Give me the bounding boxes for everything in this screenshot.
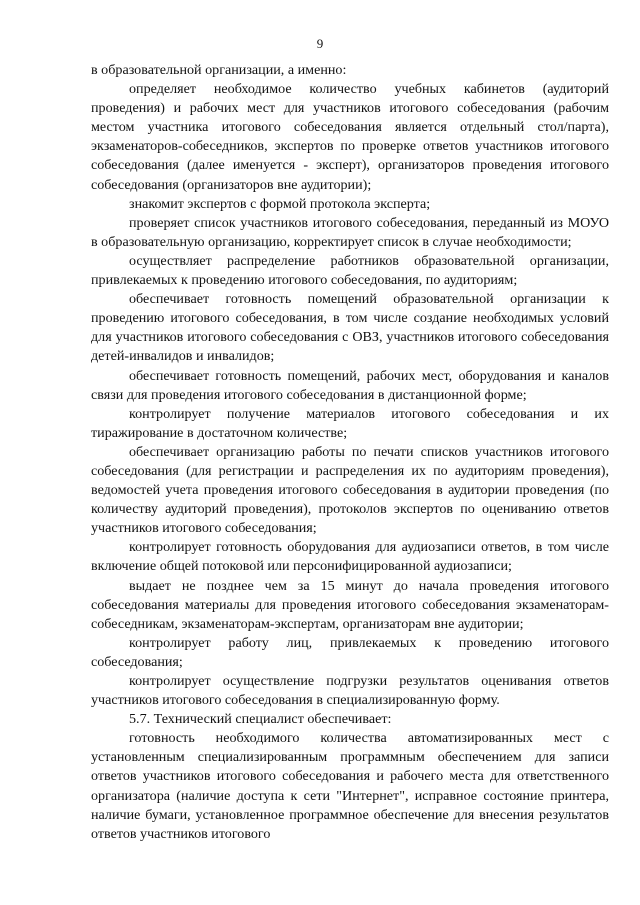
paragraph: контролирует работу лиц, привлекаемых к проведению итогового собеседования; [91,634,609,670]
paragraph: контролирует осуществление подгрузки результатов оценивания ответов участников итогового собеседования в специализированную форму. [91,673,609,709]
paragraph: обеспечивает организацию работы по печати списков участников итогового собеседования (для регистрации и распределения их по аудиториям проведения), ведомостей учета проведения итогового собеседования в аудитории проведения (по количеству аудиторий проведения), протоколов экспертов по оцениванию ответов участников итогового собеседования; [91,443,609,537]
document-body [91,61,609,844]
paragraph: выдает не позднее чем за 15 минут до начала проведения итогового собеседования материалы для проведения итогового собеседования экзаменаторам-собеседникам, экзаменаторам-экспертам, организаторам вне аудитории; [91,577,609,632]
paragraph: проверяет список участников итогового собеседования, переданный из МОУО в образовательную организацию, корректирует список в случае необходимости; [91,214,609,250]
paragraph: осуществляет распределение работников образовательной организации, привлекаемых к проведению итогового собеседования, по аудиториям; [91,252,609,289]
paragraph: обеспечивает готовность помещений образовательной организации к проведению итогового собеседования, в том числе создание необходимых условий для участников итогового собеседования с ОВЗ, участников итогового собеседования детей-инвалидов и инвалидов; [91,291,609,365]
paragraph: контролирует готовность оборудования для аудиозаписи ответов, в том числе включение общей потоковой или персонифицированной аудиозаписи; [91,539,609,575]
paragraph: определяет необходимое количество учебных кабинетов (аудиторий проведения) и рабочих мест для участников итогового собеседования (рабочим местом участника итогового собеседования является отдельный стол/парта), экзаменаторов-собеседников, экспертов по проверке ответов участников итогового собеседования (далее именуется - эксперт), организаторов проведения итогового собеседования (организаторов вне аудитории); [91,81,609,193]
paragraph: знакомит экспертов с формой протокола эксперта; [129,195,431,212]
paragraph: в образовательной организации, а именно: [91,62,347,78]
paragraph: контролирует получение материалов итогового собеседования и их тиражирование в достаточном количестве; [91,405,609,441]
paragraph: готовность необходимого количества автоматизированных мест с установленным специализированным программным обеспечением для записи ответов участников итогового собеседования и рабочего места для ответственного организатора (наличие доступа к сети "Интернет", исправное состояние принтера, наличие бумаги, установленное программное обеспечение для внесения результатов ответов участников итогового [91,730,609,842]
paragraph: обеспечивает готовность помещений, рабочих мест, оборудования и каналов связи для проведения итогового собеседования в дистанционной форме; [91,367,609,403]
page-number: 9 [316,36,324,51]
section-heading: 5.7. Технический специалист обеспечивает: [129,711,392,728]
